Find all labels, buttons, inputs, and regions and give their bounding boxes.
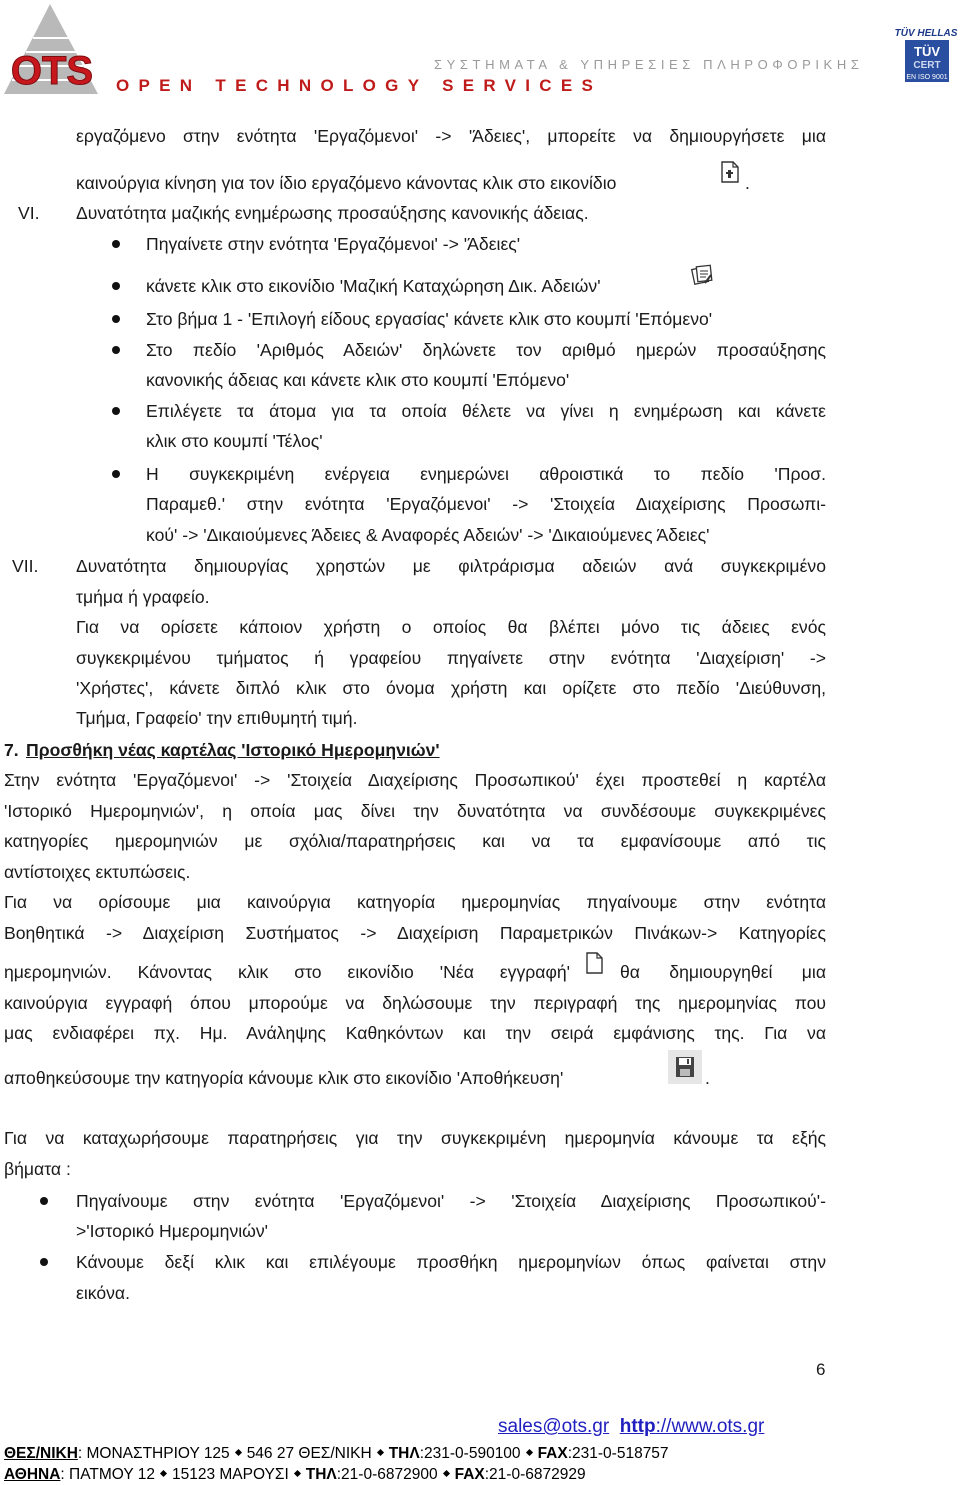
vi-bullet-4-line2: κανονικής άδειας και κάνετε κλικ στο κουμπί 'Επόμενο' bbox=[146, 370, 570, 390]
separator bbox=[235, 1449, 242, 1456]
bullet bbox=[112, 346, 120, 354]
bullet bbox=[40, 1258, 48, 1266]
cert-line3: CERT bbox=[913, 60, 941, 71]
section-7-title: Προσθήκη νέας καρτέλας 'Ιστορικό Ημερομηνιών' bbox=[26, 740, 440, 760]
save-icon[interactable] bbox=[668, 1050, 702, 1084]
p1-line1: εργαζόμενο στην ενότητα 'Εργαζόμενοι' -> 'Άδειες', μπορείτε να δημιουργήσετε μια bbox=[76, 126, 826, 146]
s7-p2-line3a: ημερομηνιών. Κάνοντας κλικ στο εικονίδιο 'Νέα εγγραφή' bbox=[4, 962, 570, 982]
vi-bullet-6-line3: κού' -> 'Δικαιούμενες Άδειες & Αναφορές Αδειών' -> 'Δικαιούμενες Άδειες' bbox=[146, 525, 710, 545]
vi-bullet-2: κάνετε κλικ στο εικονίδιο 'Μαζική Καταχώρηση Δικ. Αδειών' bbox=[146, 276, 601, 296]
vii-para-line2: συγκεκριμένου τμήματος ή γραφείου πηγαίνετε στην ενότητα 'Διαχείριση' -> bbox=[76, 648, 826, 668]
footer-links bbox=[498, 1416, 764, 1438]
cert-line2: TÜV bbox=[914, 44, 940, 59]
new-movement-icon[interactable] bbox=[718, 160, 742, 184]
s7-bullet-1-line2: >'Ιστορικό Ημερομηνιών' bbox=[76, 1221, 269, 1241]
p1-line2: καινούργια κίνηση για τον ίδιο εργαζόμενο κάνοντας κλικ στο εικονίδιο bbox=[76, 173, 617, 193]
vi-bullet-5-line2: κλικ στο κουμπί 'Τέλος' bbox=[146, 431, 323, 451]
bullet bbox=[112, 315, 120, 323]
s7-p1-line3: κατηγορίες ημερομηνιών με σχόλια/παρατηρήσεις και να τα εμφανίσουμε από τις bbox=[4, 831, 826, 851]
s7-bullet-1-line1: Πηγαίνουμε στην ενότητα 'Εργαζόμενοι' -> 'Στοιχεία Διαχείρισης Προσωπικού'- bbox=[76, 1191, 826, 1211]
vii-para-line4: Τμήμα, Γραφείο' την επιθυμητή τιμή. bbox=[76, 708, 358, 728]
separator bbox=[377, 1449, 384, 1456]
email-link[interactable]: sales@ots.gr bbox=[498, 1416, 610, 1437]
s7-p3-line2: βήματα : bbox=[4, 1159, 71, 1179]
city-label: ΘΕΣ/ΝΙΚΗ bbox=[4, 1445, 78, 1462]
bullet bbox=[40, 1197, 48, 1205]
s7-bullet-2-line1: Κάνουμε δεξί κλικ και επιλέγουμε προσθήκη ημερομηνίων όπως φαίνεται στην bbox=[76, 1252, 826, 1272]
company-name: OPEN TECHNOLOGY SERVICES bbox=[116, 76, 603, 95]
vi-bullet-6-line1: Η συγκεκριμένη ενέργεια ενημερώνει αθροιστικά το πεδίο 'Προσ. bbox=[146, 464, 826, 484]
footer-address-athens: ΑΘΗΝΑ: ΠΑΤΜΟΥ 12 15123 ΜΑΡΟΥΣΙ ΤΗΛ:21-0-6872900 FAX:21-0-6872929 bbox=[4, 1466, 586, 1483]
s7-p2-line3b: θα δημιουργηθεί μια bbox=[620, 962, 826, 982]
bullet bbox=[112, 470, 120, 478]
vii-para-line1: Για να ορίσετε κάποιον χρήστη ο οποίος θα βλέπει μόνο τις άδειες ενός bbox=[76, 617, 826, 637]
logo-text: OTS bbox=[10, 49, 94, 93]
page-number: 6 bbox=[816, 1360, 826, 1379]
tuv-certification-badge bbox=[893, 26, 960, 84]
bulk-entry-icon[interactable] bbox=[690, 263, 714, 287]
bullet bbox=[112, 407, 120, 415]
s7-p2-line6-end: . bbox=[705, 1068, 710, 1088]
cert-line4: EN ISO 9001 bbox=[906, 74, 948, 81]
vi-bullet-1: Πηγαίνετε στην ενότητα 'Εργαζόμενοι' -> 'Άδειες' bbox=[146, 234, 521, 254]
tagline: ΣΥΣΤΗΜΑΤΑ & ΥΠΗΡΕΣΙΕΣ ΠΛΗΡΟΦΟΡΙΚΗΣ bbox=[434, 57, 864, 72]
ots-logo bbox=[0, 0, 110, 100]
section-vi-title: Δυνατότητα μαζικής ενημέρωσης προσαύξησης κανονικής άδειας. bbox=[76, 203, 589, 223]
bullet bbox=[112, 240, 120, 248]
p1-end: . bbox=[745, 173, 750, 193]
s7-bullet-2-line2: εικόνα. bbox=[76, 1283, 130, 1303]
web-link-prefix[interactable]: http bbox=[619, 1416, 656, 1437]
cert-line1: TÜV HELLAS bbox=[894, 28, 958, 39]
s7-p1-line2: 'Ιστορικό Ημερομηνιών', η οποία μας δίνει την δυνατότητα να συνδέσουμε συγκεκριμένες bbox=[4, 801, 826, 821]
section-vii-line2: τμήμα ή γραφείο. bbox=[76, 587, 210, 607]
section-vi-number: VI. bbox=[18, 203, 40, 223]
section-7-number: 7. bbox=[4, 740, 19, 760]
vi-bullet-5-line1: Επιλέγετε τα άτομα για τα οποία θέλετε να γίνει η ενημέρωση και κάνετε bbox=[146, 401, 826, 421]
s7-p2-line6: αποθηκεύσουμε την κατηγορία κάνουμε κλικ στο εικονίδιο 'Αποθήκευση' bbox=[4, 1068, 564, 1088]
s7-p1-line4: αντίστοιχες εκτυπώσεις. bbox=[4, 862, 191, 882]
vi-bullet-3: Στο βήμα 1 - 'Επιλογή είδους εργασίας' κάνετε κλικ στο κουμπί 'Επόμενο' bbox=[146, 309, 713, 329]
section-vii-number: VII. bbox=[12, 556, 39, 576]
city-label: ΑΘΗΝΑ bbox=[4, 1466, 61, 1483]
new-record-icon[interactable] bbox=[582, 951, 606, 975]
s7-p2-line2: Βοηθητικά -> Διαχείριση Συστήματος -> Διαχείριση Παραμετρικών Πινάκων-> Κατηγορίες bbox=[4, 923, 826, 943]
bullet bbox=[112, 282, 120, 290]
separator bbox=[443, 1470, 450, 1477]
vii-para-line3: 'Χρήστες', κάνετε διπλό κλικ στο όνομα χρήστη και ορίζετε στο πεδίο 'Διεύθυνση, bbox=[76, 678, 826, 698]
s7-p2-line5: μας ενδιαφέρει πχ. Ημ. Ανάληψης Καθηκόντων και την σειρά εμφάνισης της. Για να bbox=[4, 1023, 826, 1043]
vi-bullet-6-line2: Παραμεθ.' στην ενότητα 'Εργαζόμενοι' -> 'Στοιχεία Διαχείρισης Προσωπι- bbox=[146, 494, 826, 514]
section-vii-line1: Δυνατότητα δημιουργίας χρηστών με φιλτράρισμα αδειών ανά συγκεκριμένο bbox=[76, 556, 826, 576]
s7-p2-line1: Για να ορίσουμε μια καινούργια κατηγορία ημερομηνίας πηγαίνουμε στην ενότητα bbox=[4, 892, 826, 912]
s7-p3-line1: Για να καταχωρήσουμε παρατηρήσεις για την συγκεκριμένη ημερομηνία κάνουμε τα εξής bbox=[4, 1128, 826, 1148]
separator bbox=[294, 1470, 301, 1477]
separator bbox=[526, 1449, 533, 1456]
separator bbox=[160, 1470, 167, 1477]
footer-address-thessaloniki: ΘΕΣ/ΝΙΚΗ: ΜΟΝΑΣΤΗΡΙΟΥ 125 546 27 ΘΕΣ/ΝΙΚΗ ΤΗΛ:231-0-590100 FAX:231-0-518757 bbox=[4, 1445, 669, 1462]
s7-p1-line1: Στην ενότητα 'Εργαζόμενοι' -> 'Στοιχεία Διαχείρισης Προσωπικού' έχει προστεθεί η καρτέλα bbox=[4, 770, 826, 790]
s7-p2-line4: καινούργια εγγραφή όπου μπορούμε να δηλώσουμε την περιγραφή της ημερομηνίας που bbox=[4, 993, 826, 1013]
web-link[interactable]: ://www.ots.gr bbox=[655, 1416, 765, 1437]
vi-bullet-4-line1: Στο πεδίο 'Αριθμός Αδειών' δηλώνετε τον αριθμό ημερών προσαύξησης bbox=[146, 340, 826, 360]
